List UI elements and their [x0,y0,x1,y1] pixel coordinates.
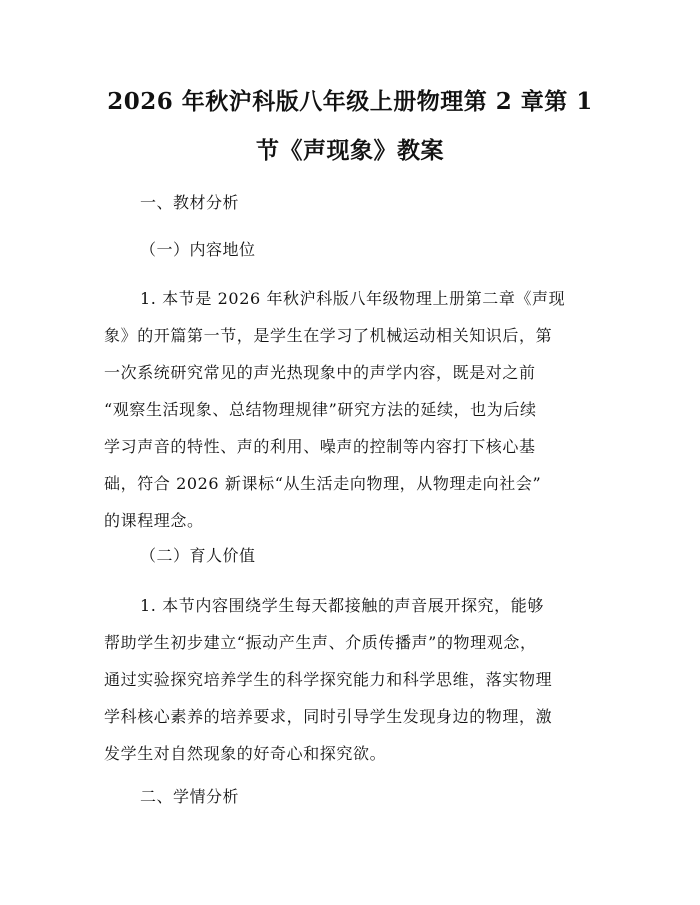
paragraph-line: 学科核心素养的培养要求，同时引导学生发现身边的物理，激 [104,707,553,726]
paragraph-educational-value [104,587,604,772]
paragraph-line: 一次系统研究常见的声光热现象中的声学内容，既是对之前 [104,363,536,382]
paragraph-line: 帮助学生初步建立“振动产生声、介质传播声”的物理观念， [104,633,537,652]
section-heading-textbook-analysis: 一、教材分析 [140,193,240,212]
document-title-line-2: 节《声现象》教案 [256,137,444,164]
paragraph-line: 发学生对自然现象的好奇心和探究欲。 [104,744,387,763]
paragraph-line: 象》的开篇第一节，是学生在学习了机械运动相关知识后，第 [104,326,553,345]
paragraph-line: 1. 本节内容围绕学生每天都接触的声音展开探究，能够 [140,596,544,615]
document-title-line-1: 2026 年秋沪科版八年级上册物理第 2 章第 1 [107,88,593,115]
paragraph-line: 通过实验探究培养学生的科学探究能力和科学思维，落实物理 [104,670,553,689]
paragraph-line: 学习声音的特性、声的利用、噪声的控制等内容打下核心基 [104,437,536,456]
paragraph-line: 础，符合 2026 新课标“从生活走向物理，从物理走向社会” [104,474,542,493]
subheading-content-position: （一）内容地位 [140,240,256,259]
section-heading-learner-analysis: 二、学情分析 [140,787,240,806]
subheading-educational-value: （二）育人价值 [140,546,256,565]
paragraph-line: 1. 本节是 2026 年秋沪科版八年级物理上册第二章《声现 [140,289,566,308]
paragraph-line: 的课程理念。 [104,511,204,530]
paragraph-content-position [104,280,604,539]
paragraph-line: “观察生活现象、总结物理规律”研究方法的延续，也为后续 [104,400,537,419]
